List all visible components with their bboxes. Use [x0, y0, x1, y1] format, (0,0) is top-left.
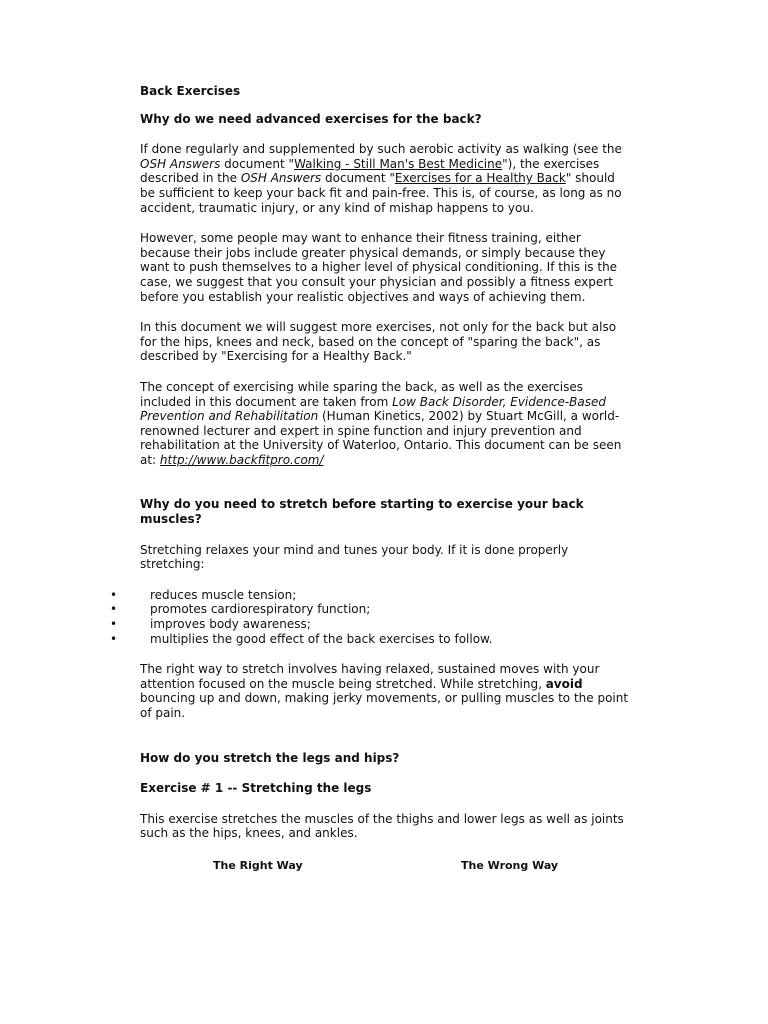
list-item — [110, 617, 630, 632]
wrong-way-label: The Wrong Way — [461, 858, 559, 872]
exercise-heading: Exercise # 1 -- Stretching the legs — [140, 781, 372, 796]
list-item — [110, 632, 630, 647]
avoid-emphasis: avoid — [545, 676, 583, 691]
list-item — [110, 602, 630, 617]
list-item-text: improves body awareness; — [150, 617, 311, 632]
section-heading-advanced-exercises: Why do we need advanced exercises for the back? — [140, 111, 482, 126]
document-body — [110, 84, 630, 879]
paragraph-enhance-fitness: However, some people may want to enhance their fitness training, either because their jobs include greater physical demands, or simply because they want to push themselves to a higher level of physical conditioning. If this is the case, we suggest that you consult your physician and possibly a fitness expert before you establish your realistic objectives and ways of achieving them. — [140, 231, 618, 304]
paragraph-intro — [140, 142, 630, 215]
text: " should be sufficient to keep your back fit and pain-free. This is, of course, as long as no accident, traumatic injury, or any kind of mishap happens to you. — [140, 171, 622, 215]
paragraph-right-way — [140, 662, 630, 720]
paragraph-stretching-intro: Stretching relaxes your mind and tunes your body. If it is done properly stretching: — [140, 542, 569, 572]
link-healthy-back-document[interactable]: Exercises for a Healthy Back — [394, 171, 566, 186]
stretching-benefits-list — [110, 588, 630, 646]
paragraph-more-exercises: In this document we will suggest more exercises, not only for the back but also for the hips, knees and neck, based on the concept of "sparing the back", as described by "Exercising for a Healthy Back." — [140, 320, 617, 364]
text: document " — [321, 171, 395, 186]
paragraph-source — [140, 380, 630, 468]
text: document " — [220, 156, 295, 171]
section-heading-stretch: Why do you need to stretch before starting to exercise your back muscles? — [140, 497, 584, 527]
right-way-label: The Right Way — [213, 858, 303, 872]
comparison-labels — [140, 859, 630, 879]
book-title: Low Back Disorder, Evidence-Based Prevention and Rehabilitation — [140, 394, 607, 424]
text: If done regularly and supplemented by such aerobic activity as walking (see the — [140, 142, 622, 157]
document-title: Back Exercises — [140, 84, 241, 98]
text: The concept of exercising while sparing the back, as well as the exercises included in this document are taken from — [140, 379, 583, 409]
osh-answers-italic: OSH Answers — [240, 171, 322, 186]
bullet-icon: • — [110, 587, 118, 602]
text: "), the exercises described in the — [140, 156, 600, 186]
list-item-text: promotes cardiorespiratory function; — [150, 602, 371, 617]
paragraph-exercise-description: This exercise stretches the muscles of the thighs and lower legs as well as joints such as the hips, knees, and ankles. — [140, 811, 624, 841]
list-item-text: reduces muscle tension; — [150, 587, 297, 602]
osh-answers-italic: OSH Answers — [140, 156, 221, 171]
list-item — [110, 588, 630, 603]
link-walking-document[interactable]: Walking - Still Man's Best Medicine — [294, 156, 503, 171]
link-backfitpro[interactable]: http://www.backfitpro.com/ — [159, 452, 324, 467]
list-item-text: multiplies the good effect of the back exercises to follow. — [150, 631, 493, 646]
bullet-icon: • — [110, 631, 118, 646]
text: The right way to stretch involves having relaxed, sustained moves with your attention focused on the muscle being stretched. While stretching, — [140, 662, 600, 691]
text: (Human Kinetics, 2002) by Stuart McGill, a world-renowned lecturer and expert in spine function and injury prevention and rehabilitation at the University of Waterloo, Ontario. This document can be seen at: — [140, 409, 622, 467]
bullet-icon: • — [110, 602, 118, 617]
bullet-icon: • — [110, 617, 118, 632]
text: bouncing up and down, making jerky movements, or pulling muscles to the point of pain. — [140, 691, 629, 720]
section-heading-legs-hips: How do you stretch the legs and hips? — [140, 750, 400, 765]
